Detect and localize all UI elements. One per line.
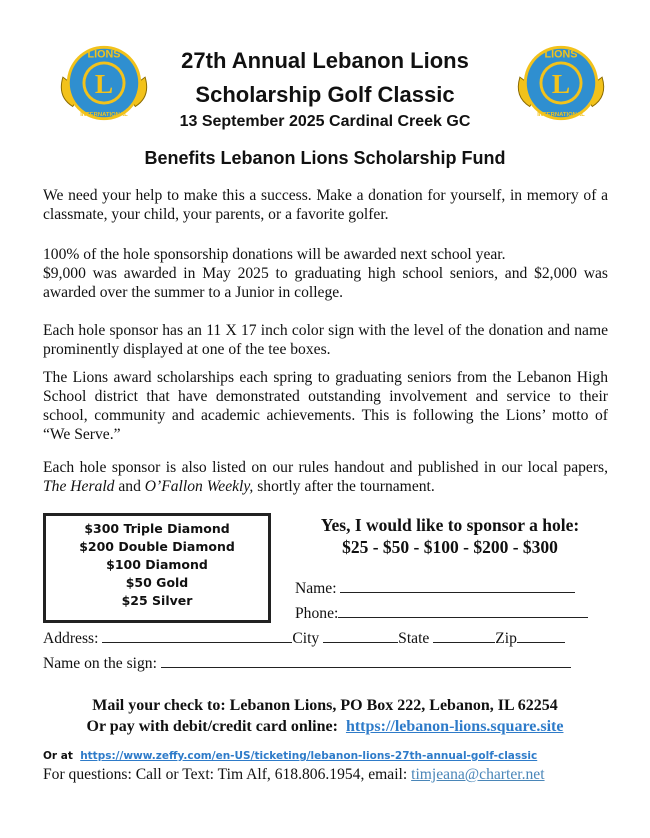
paper-name: O’Fallon Weekly, bbox=[144, 478, 254, 495]
paragraph-awards-2: $9,000 was awarded in May 2025 to graduating high school seniors, and $2,000 was awarded over the summer to a Junior in college. bbox=[43, 265, 608, 301]
name-label: Name: bbox=[295, 580, 337, 597]
name-input-line[interactable] bbox=[340, 578, 575, 593]
contact-text: For questions: Call or Text: Tim Alf, 618.806.1954, email: bbox=[43, 766, 412, 783]
text: and bbox=[114, 478, 145, 495]
paragraph-intro: We need your help to make this a success. Make a donation for yourself, in memory of a classmate, your child, your parents, or a favorite golfer. bbox=[43, 187, 608, 223]
sign-name-label: Name on the sign: bbox=[43, 655, 157, 672]
address-input-line[interactable] bbox=[102, 628, 292, 643]
zeffy-row bbox=[43, 750, 537, 762]
zip-input-line[interactable] bbox=[517, 628, 565, 643]
paragraph-publicity bbox=[43, 458, 608, 496]
svg-text:INTERNATIONAL: INTERNATIONAL bbox=[80, 112, 128, 119]
title-line-2: Scholarship Golf Classic bbox=[195, 82, 455, 107]
or-at-label: Or at bbox=[43, 750, 73, 762]
title-line-1: 27th Annual Lebanon Lions bbox=[181, 48, 469, 73]
paragraph-awards-1: 100% of the hole sponsorship donations will be awarded next school year. bbox=[43, 246, 506, 263]
svg-text:L: L bbox=[94, 68, 114, 99]
sponsor-amounts: $25 - $50 - $100 - $200 - $300 bbox=[342, 537, 558, 557]
phone-input-line[interactable] bbox=[338, 603, 588, 618]
lions-logo-right bbox=[512, 38, 610, 128]
svg-text:INTERNATIONAL: INTERNATIONAL bbox=[537, 112, 585, 119]
email-link[interactable]: timjeana@charter.net bbox=[411, 766, 545, 783]
svg-text:LIONS: LIONS bbox=[544, 48, 578, 61]
pay-label: Or pay with debit/credit card online: bbox=[86, 718, 338, 735]
level-item: $100 Diamond bbox=[106, 557, 208, 572]
phone-field[interactable] bbox=[295, 603, 588, 623]
paper-name: The Herald bbox=[43, 478, 115, 495]
address-row bbox=[43, 628, 565, 648]
paragraph-scholarships: The Lions award scholarships each spring to graduating seniors from the Lebanon High School district that have demonstrated outstanding involvement and service to their school, community and academic achievements. This is following the Lions’ motto of “We Serve.” bbox=[43, 369, 608, 443]
city-label: City bbox=[292, 630, 320, 647]
svg-text:L: L bbox=[551, 68, 571, 99]
sponsor-heading: Yes, I would like to sponsor a hole: bbox=[320, 515, 580, 535]
address-label: Address: bbox=[43, 630, 99, 647]
level-item: $200 Double Diamond bbox=[79, 539, 235, 554]
mail-instructions: Mail your check to: Lebanon Lions, PO Box 222, Lebanon, IL 62254 bbox=[92, 697, 558, 714]
level-item: $300 Triple Diamond bbox=[84, 521, 230, 536]
zeffy-link[interactable]: https://www.zeffy.com/en-US/ticketing/lebanon-lions-27th-annual-golf-classic bbox=[80, 750, 538, 762]
square-link[interactable]: https://lebanon-lions.square.site bbox=[345, 718, 564, 735]
subtitle: Benefits Lebanon Lions Scholarship Fund bbox=[144, 148, 506, 168]
svg-text:LIONS: LIONS bbox=[87, 48, 121, 61]
level-item: $25 Silver bbox=[121, 593, 193, 608]
state-label: State bbox=[398, 630, 430, 647]
name-field[interactable] bbox=[295, 578, 575, 598]
phone-label: Phone: bbox=[295, 605, 339, 622]
paragraph-sign: Each hole sponsor has an 11 X 17 inch color sign with the level of the donation and name prominently displayed at one of the tee boxes. bbox=[43, 322, 608, 358]
zip-label: Zip bbox=[495, 630, 517, 647]
sponsorship-levels-box bbox=[43, 513, 271, 623]
state-input-line[interactable] bbox=[433, 628, 495, 643]
text: shortly after the tournament. bbox=[253, 478, 435, 495]
event-date-venue: 13 September 2025 Cardinal Creek GC bbox=[179, 113, 471, 130]
pay-online bbox=[0, 718, 650, 736]
sign-name-row bbox=[43, 653, 571, 673]
contact-info bbox=[43, 766, 545, 784]
level-item: $50 Gold bbox=[125, 575, 189, 590]
sign-name-input-line[interactable] bbox=[161, 653, 571, 668]
city-input-line[interactable] bbox=[323, 628, 398, 643]
text: Each hole sponsor is also listed on our rules handout and published in our local papers, bbox=[43, 459, 608, 476]
